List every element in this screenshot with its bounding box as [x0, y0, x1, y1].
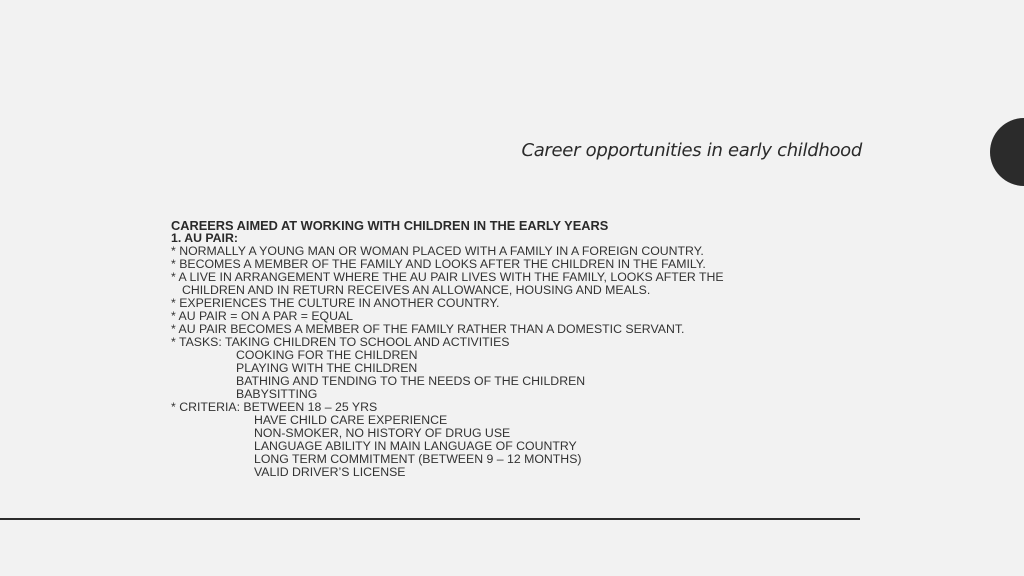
slide-content — [171, 219, 724, 479]
content-heading: CAREERS AIMED AT WORKING WITH CHILDREN IN THE EARLY YEARS — [171, 218, 609, 233]
bullet-continuation: CHILDREN AND IN RETURN RECEIVES AN ALLOWANCE, HOUSING AND MEALS. — [182, 283, 651, 297]
bullet-item: * AU PAIR = ON A PAR = EQUAL — [171, 309, 354, 323]
criteria-item: HAVE CHILD CARE EXPERIENCE — [254, 413, 448, 427]
criteria-item: LANGUAGE ABILITY IN MAIN LANGUAGE OF COUNTRY — [254, 439, 577, 453]
circle-tab-decoration — [990, 118, 1024, 186]
bottom-rule-divider — [0, 518, 860, 520]
bullet-item: * NORMALLY A YOUNG MAN OR WOMAN PLACED WITH A FAMILY IN A FOREIGN COUNTRY. — [171, 244, 704, 258]
criteria-item: LONG TERM COMMITMENT (BETWEEN 9 – 12 MONTHS) — [254, 452, 582, 466]
tasks-label: * TASKS: TAKING CHILDREN TO SCHOOL AND ACTIVITIES — [171, 335, 510, 349]
task-item: PLAYING WITH THE CHILDREN — [236, 361, 418, 375]
criteria-label: * CRITERIA: BETWEEN 18 – 25 YRS — [171, 400, 378, 414]
bullet-item: * AU PAIR BECOMES A MEMBER OF THE FAMILY RATHER THAN A DOMESTIC SERVANT. — [171, 322, 685, 336]
task-item: COOKING FOR THE CHILDREN — [236, 348, 418, 362]
task-item: BATHING AND TENDING TO THE NEEDS OF THE CHILDREN — [236, 374, 586, 388]
slide-subtitle: Career opportunities in early childhood — [521, 140, 862, 161]
criteria-item: VALID DRIVER’S LICENSE — [254, 465, 406, 479]
bullet-item: * A LIVE IN ARRANGEMENT WHERE THE AU PAIR LIVES WITH THE FAMILY, LOOKS AFTER THE — [171, 270, 724, 284]
criteria-item: NON-SMOKER, NO HISTORY OF DRUG USE — [254, 426, 511, 440]
task-item: BABYSITTING — [236, 387, 318, 401]
bullet-item: * EXPERIENCES THE CULTURE IN ANOTHER COUNTRY. — [171, 296, 500, 310]
bullet-item: * BECOMES A MEMBER OF THE FAMILY AND LOOKS AFTER THE CHILDREN IN THE FAMILY. — [171, 257, 706, 271]
section-title: 1. AU PAIR: — [171, 231, 238, 245]
